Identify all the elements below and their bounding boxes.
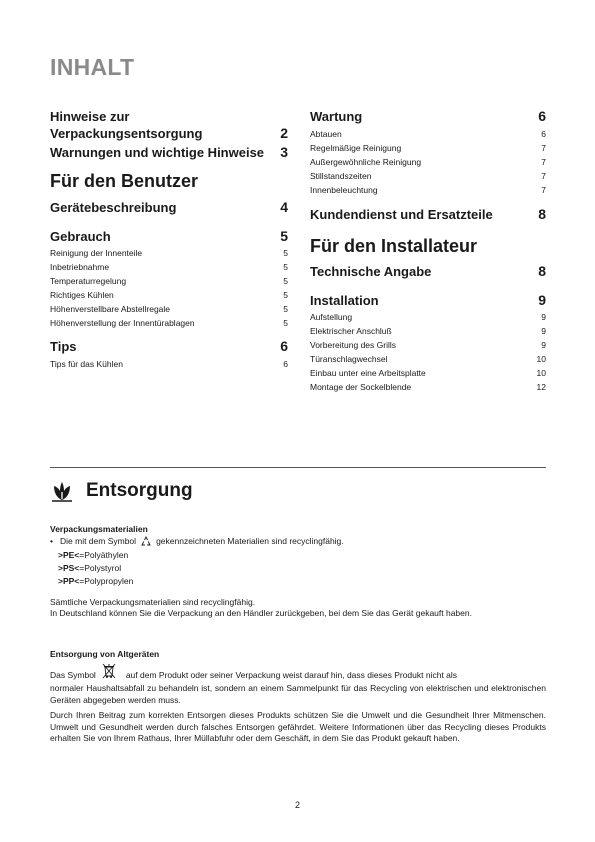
toc-page-number: 5 bbox=[283, 304, 288, 314]
toc-page-number: 9 bbox=[541, 312, 546, 322]
material-name: =Polystyrol bbox=[79, 563, 122, 573]
subsection-heading: Entsorgung von Altgeräten bbox=[50, 649, 160, 659]
tulip-leaf-icon bbox=[50, 479, 74, 503]
toc-page-number: 6 bbox=[280, 338, 288, 354]
material-code: >PS< bbox=[58, 563, 80, 573]
toc-subentry-label: Tips für das Kühlen bbox=[50, 359, 123, 369]
toc-subentry[interactable] bbox=[310, 141, 546, 155]
toc-subentry[interactable] bbox=[310, 183, 546, 197]
toc-page-number: 5 bbox=[280, 228, 288, 244]
toc-page-number: 10 bbox=[536, 368, 546, 378]
material-item bbox=[50, 549, 546, 562]
toc-entry-label: Technische Angabe bbox=[310, 264, 432, 279]
material-name: =Polyäthylen bbox=[79, 550, 129, 560]
material-code: >PE< bbox=[58, 550, 80, 560]
toc-subentry[interactable] bbox=[310, 352, 546, 366]
toc-page-number: 7 bbox=[541, 171, 546, 181]
toc-subentry-label: Reinigung der Innenteile bbox=[50, 248, 143, 258]
subsection-heading: Verpackungsmaterialien bbox=[50, 524, 148, 534]
toc-page-number: 7 bbox=[541, 157, 546, 167]
toc-subentry-label: Temperaturregelung bbox=[50, 276, 127, 286]
deutschland-paragraph: In Deutschland können Sie die Verpackung an den Händler zurückgeben, bei dem Sie das Gerät gekauft haben. bbox=[50, 608, 472, 618]
toc-page-number: 10 bbox=[536, 354, 546, 364]
toc-entry-tips[interactable] bbox=[50, 338, 288, 355]
section-title-benutzer: Für den Benutzer bbox=[50, 171, 199, 191]
toc-subentry[interactable] bbox=[310, 324, 546, 338]
toc-subentry-label: Türanschlagwechsel bbox=[310, 354, 388, 364]
toc-entry-hinweise[interactable] bbox=[50, 108, 288, 142]
toc-entry-wartung[interactable] bbox=[310, 108, 546, 125]
toc-entry-installation[interactable] bbox=[310, 292, 546, 309]
toc-page-number: 9 bbox=[541, 326, 546, 336]
toc-subentry-label: Aufstellung bbox=[310, 312, 353, 322]
toc-subentry[interactable] bbox=[50, 274, 288, 288]
toc-subentry-label: Regelmäßige Reinigung bbox=[310, 143, 402, 153]
toc-sublist-gebrauch bbox=[50, 246, 288, 330]
toc-subentry-label: Stillstandszeiten bbox=[310, 171, 372, 181]
toc-page-number: 3 bbox=[280, 144, 288, 160]
toc-subentry-label: Abtauen bbox=[310, 129, 342, 139]
toc-entry-label: Gebrauch bbox=[50, 229, 111, 244]
toc-page-number: 5 bbox=[283, 248, 288, 258]
toc-page-number: 9 bbox=[538, 292, 546, 308]
altgeraete-heading bbox=[50, 644, 546, 662]
weee-paragraph-2: normaler Haushaltsabfall zu behandeln ist, sondern an einem Sammelpunkt für das Recycling von elektrischen und elektronischen Geräten abgegeben werden muss. bbox=[50, 683, 546, 705]
toc-entry-label: Tips bbox=[50, 339, 77, 354]
bullet-text: gekennzeichneten Materialien sind recyclingfähig. bbox=[156, 536, 344, 546]
toc-entry-label: Hinweise zur bbox=[50, 109, 130, 124]
toc-entry-label: Kundendienst und Ersatzteile bbox=[310, 207, 493, 222]
toc-subentry[interactable] bbox=[310, 380, 546, 394]
toc-entry-label: Warnungen und wichtige Hinweise bbox=[50, 145, 265, 160]
toc-subentry[interactable] bbox=[50, 357, 288, 371]
toc-subentry-label: Höhenverstellung der Innentürablagen bbox=[50, 318, 195, 328]
toc-entry-label: Gerätebeschreibung bbox=[50, 200, 177, 215]
page-title: INHALT bbox=[50, 54, 135, 80]
weee-text: Das Symbol bbox=[50, 670, 96, 680]
entsorgung-header bbox=[50, 479, 193, 503]
toc-subentry[interactable] bbox=[310, 310, 546, 324]
toc-entry-label: Verpackungsentsorgung bbox=[50, 126, 203, 141]
toc-page-number: 5 bbox=[283, 290, 288, 300]
toc-entry-label: Wartung bbox=[310, 109, 363, 124]
toc-subentry[interactable] bbox=[310, 366, 546, 380]
toc-subentry[interactable] bbox=[310, 127, 546, 141]
toc-subentry[interactable] bbox=[50, 302, 288, 316]
bullet-dot: • bbox=[50, 536, 53, 546]
crossed-out-bin-icon bbox=[102, 663, 116, 679]
toc-sublist-tips bbox=[50, 357, 288, 371]
toc-page-number: 6 bbox=[538, 108, 546, 124]
toc-subentry[interactable] bbox=[310, 169, 546, 183]
material-name: =Polypropylen bbox=[79, 576, 134, 586]
toc-subentry-label: Inbetriebnahme bbox=[50, 262, 110, 272]
toc-subentry[interactable] bbox=[50, 288, 288, 302]
toc-subentry-label: Elektrischer Anschluß bbox=[310, 326, 392, 336]
toc-subentry-label: Höhenverstellbare Abstellregale bbox=[50, 304, 171, 314]
toc-subentry-label: Montage der Sockelblende bbox=[310, 382, 412, 392]
toc-entry-warnungen[interactable] bbox=[50, 144, 288, 161]
toc-page-number: 8 bbox=[538, 263, 546, 279]
toc-page-number: 4 bbox=[280, 199, 288, 215]
toc-subentry[interactable] bbox=[50, 246, 288, 260]
toc-subentry-label: Richtiges Kühlen bbox=[50, 290, 114, 300]
section-divider bbox=[50, 467, 546, 468]
material-item bbox=[50, 562, 546, 575]
recycle-triangle-icon bbox=[141, 536, 151, 547]
weee-line bbox=[50, 663, 546, 680]
toc-page-number: 5 bbox=[283, 276, 288, 286]
toc-entry-label: Installation bbox=[310, 293, 379, 308]
toc-page-number: 5 bbox=[283, 318, 288, 328]
verpackung-bullet bbox=[50, 535, 546, 548]
page-number: 2 bbox=[294, 800, 300, 810]
toc-page-number: 5 bbox=[283, 262, 288, 272]
toc-entry-kundendienst[interactable] bbox=[310, 206, 546, 223]
toc-subentry-label: Vorbereitung des Grills bbox=[310, 340, 396, 350]
toc-subentry-label: Einbau unter eine Arbeitsplatte bbox=[310, 368, 426, 378]
toc-sublist-wartung bbox=[310, 127, 546, 197]
toc-page-number: 2 bbox=[280, 125, 288, 141]
toc-page-number: 6 bbox=[541, 129, 546, 139]
toc-entry-gebrauch[interactable] bbox=[50, 228, 288, 245]
toc-subentry[interactable] bbox=[50, 260, 288, 274]
toc-page-number: 8 bbox=[538, 206, 546, 222]
saemtliche-paragraph: Sämtliche Verpackungsmaterialien sind recyclingfähig. bbox=[50, 597, 256, 607]
section-title-installateur: Für den Installateur bbox=[310, 236, 478, 256]
toc-subentry[interactable] bbox=[50, 316, 288, 330]
entsorgung-title: Entsorgung bbox=[86, 480, 193, 501]
toc-page-number: 9 bbox=[541, 340, 546, 350]
toc-page-number: 7 bbox=[541, 185, 546, 195]
toc-sublist-installation bbox=[310, 310, 546, 394]
weee-paragraph-3: Durch Ihren Beitrag zum korrekten Entsorgen dieses Produkts schützen Sie die Umwelt und die Gesundheit Ihrer Mitmenschen. Umwelt und Gesundheit werden durch falsches Entsorgen gefährdet. Weitere Informationen über das Recycling dieses Produkts erhalten Sie von Ihrem Rathaus, Ihrer Müllabfuhr oder dem Geschäft, in dem Sie das Produkt gekauft haben. bbox=[50, 710, 546, 743]
toc-left-column bbox=[50, 108, 288, 371]
toc-page-number: 12 bbox=[536, 382, 546, 392]
toc-page-number: 6 bbox=[283, 359, 288, 369]
materials-list bbox=[50, 549, 546, 588]
material-code: >PP< bbox=[58, 576, 80, 586]
toc-right-column bbox=[310, 108, 546, 394]
bullet-text: Die mit dem Symbol bbox=[60, 536, 137, 546]
toc-subentry-label: Außergewöhnliche Reinigung bbox=[310, 157, 422, 167]
toc-entry-geraete[interactable] bbox=[50, 199, 288, 216]
toc-subentry[interactable] bbox=[310, 155, 546, 169]
toc-page-number: 7 bbox=[541, 143, 546, 153]
weee-text: auf dem Produkt oder seiner Verpackung weist darauf hin, dass dieses Produkt nicht als bbox=[125, 670, 458, 680]
toc-subentry[interactable] bbox=[310, 338, 546, 352]
toc-subentry-label: Innenbeleuchtung bbox=[310, 185, 378, 195]
toc-entry-technische[interactable] bbox=[310, 263, 546, 280]
material-item bbox=[50, 575, 546, 588]
